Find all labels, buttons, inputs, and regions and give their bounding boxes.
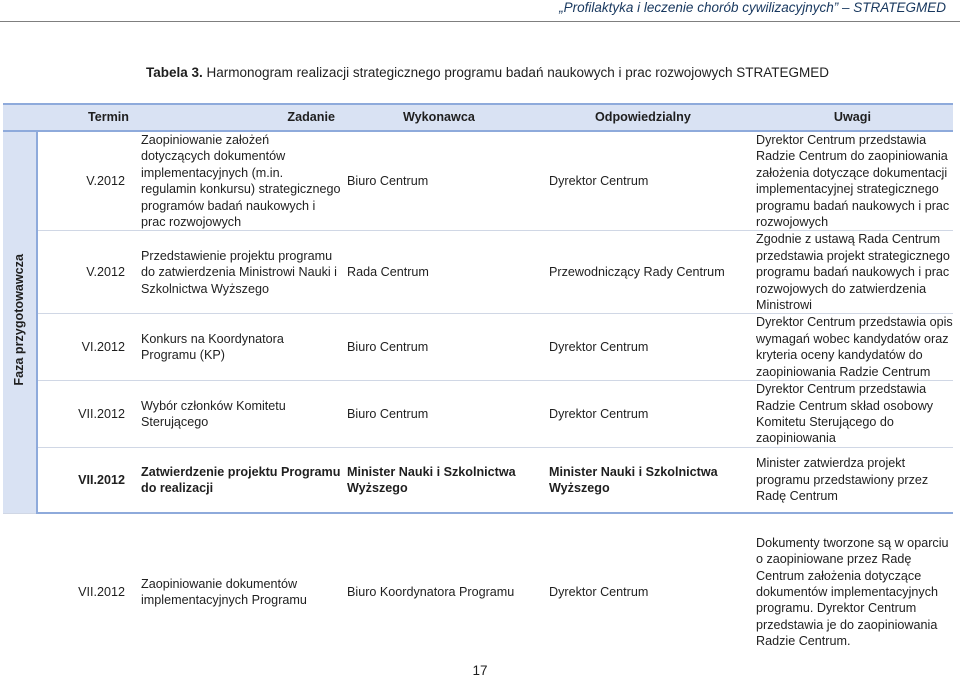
column-header-term: Termin bbox=[37, 104, 133, 131]
phase-cell bbox=[3, 131, 37, 513]
term-cell: VII.2012 bbox=[78, 585, 125, 600]
task-cell: Zaopiniowanie założeń dotyczących dokumentów implementacyjnych (m.in. regulamin konkursu) strategicznego programów badań naukowych i prac rozwojowych bbox=[133, 131, 341, 231]
task-cell: Konkurs na Koordynatora Programu (KP) bbox=[133, 314, 341, 381]
running-header: „Profilaktyka i leczenie chorób cywilizacyjnych” – STRATEGMED bbox=[559, 0, 946, 15]
notes-cell: Dyrektor Centrum przedstawia opis wymagań wobec kandydatów oraz kryteria oceny kandydatów do zaopiniowania Radzie Centrum bbox=[751, 314, 953, 381]
responsible-cell: Dyrektor Centrum bbox=[543, 314, 751, 381]
table-row bbox=[3, 534, 953, 650]
responsible-cell: Dyrektor Centrum bbox=[543, 381, 751, 448]
column-header-task: Zadanie bbox=[133, 104, 341, 131]
executor-cell: Biuro Centrum bbox=[341, 381, 543, 448]
executor-cell: Biuro Koordynatora Programu bbox=[347, 585, 515, 600]
schedule-table bbox=[3, 103, 953, 650]
page-number: 17 bbox=[472, 663, 488, 678]
column-header-responsible: Odpowiedzialny bbox=[543, 104, 751, 131]
task-cell: Wybór członków Komitetu Sterującego bbox=[133, 381, 341, 448]
responsible-cell: Dyrektor Centrum bbox=[543, 131, 751, 231]
table-row bbox=[3, 314, 953, 381]
executor-cell: Biuro Centrum bbox=[341, 314, 543, 381]
term-cell: VI.2012 bbox=[37, 314, 133, 381]
notes-cell: Zgodnie z ustawą Rada Centrum przedstawia projekt strategicznego programu badań naukowych i prac rozwojowych do zatwierdzenia Ministrowi bbox=[751, 231, 953, 314]
phase-label: Faza przygotowawcza bbox=[12, 254, 27, 386]
header-divider bbox=[0, 21, 960, 22]
table-row bbox=[3, 231, 953, 314]
caption-label: Tabela 3. bbox=[146, 65, 203, 80]
table-row bbox=[3, 131, 953, 231]
caption-text: Harmonogram realizacji strategicznego programu badań naukowych i prac rozwojowych STRATEGMED bbox=[202, 65, 830, 80]
executor-cell: Biuro Centrum bbox=[341, 131, 543, 231]
term-cell: VII.2012 bbox=[37, 447, 133, 513]
table-spacer-row bbox=[3, 513, 953, 534]
table-row bbox=[3, 447, 953, 513]
header-phase-cell bbox=[3, 104, 37, 131]
executor-cell: Minister Nauki i Szkolnictwa Wyższego bbox=[341, 447, 543, 513]
task-cell: Przedstawienie projektu programu do zatwierdzenia Ministrowi Nauki i Szkolnictwa Wyższego bbox=[133, 231, 341, 314]
task-cell: Zaopiniowanie dokumentów implementacyjnych Programu bbox=[141, 576, 307, 608]
notes-cell: Dyrektor Centrum przedstawia Radzie Centrum do zaopiniowania założenia dotyczące dokumentacji implementacyjnej strategicznego programu badań naukowych i prac rozwojowych bbox=[751, 131, 953, 231]
table-caption bbox=[146, 65, 829, 80]
notes-cell: Minister zatwierdza projekt programu przedstawiony przez Radę Centrum bbox=[751, 447, 953, 513]
table-header-row bbox=[3, 104, 953, 131]
term-cell: V.2012 bbox=[37, 131, 133, 231]
term-cell: VII.2012 bbox=[37, 381, 133, 448]
responsible-cell: Minister Nauki i Szkolnictwa Wyższego bbox=[543, 447, 751, 513]
column-header-executor: Wykonawca bbox=[341, 104, 543, 131]
responsible-cell: Przewodniczący Rady Centrum bbox=[543, 231, 751, 314]
table-row bbox=[3, 381, 953, 448]
executor-cell: Rada Centrum bbox=[341, 231, 543, 314]
column-header-notes: Uwagi bbox=[751, 104, 953, 131]
notes-cell: Dokumenty tworzone są w oparciu o zaopiniowane przez Radę Centrum założenia dotyczące dokumentów implementacyjnych programu. Dyrektor Centrum przedstawia je do zaopiniowania Radzie Centrum. bbox=[756, 535, 949, 649]
term-cell: V.2012 bbox=[37, 231, 133, 314]
task-cell: Zatwierdzenie projektu Programu do realizacji bbox=[133, 447, 341, 513]
notes-cell: Dyrektor Centrum przedstawia Radzie Centrum skład osobowy Komitetu Sterującego do zaopiniowania bbox=[751, 381, 953, 448]
responsible-cell: Dyrektor Centrum bbox=[549, 585, 649, 600]
